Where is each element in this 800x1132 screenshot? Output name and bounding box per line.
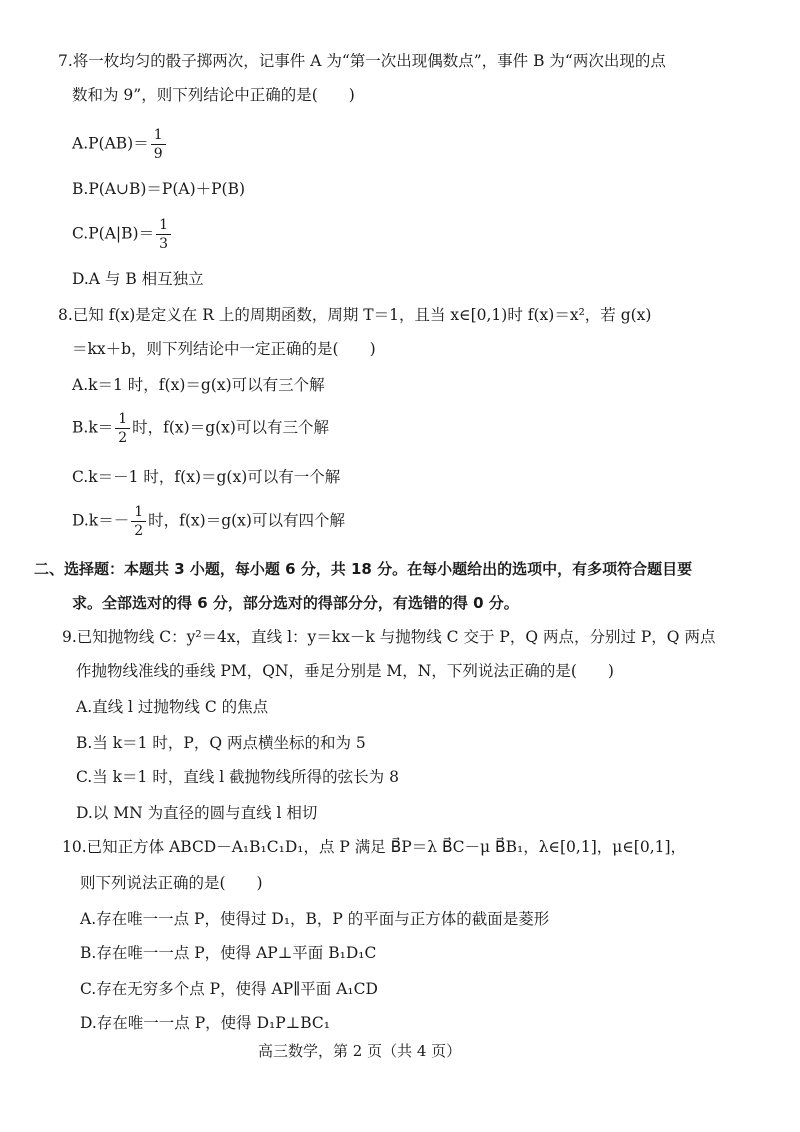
q9-stem-line2: 作抛物线准线的垂线 PM，QN，垂足分别是 M，N，下列说法正确的是( ) — [76, 662, 614, 680]
q8-option-a: A.k＝1 时，f(x)＝g(x)可以有三个解 — [72, 376, 325, 394]
q9-option-a: A.直线 l 过抛物线 C 的焦点 — [76, 698, 269, 716]
q8-option-b-fraction — [115, 412, 130, 445]
q10-stem-line2: 则下列说法正确的是( ) — [80, 874, 263, 892]
section2-instructions-line2: 求。全部选对的得 6 分，部分选对的得部分分，有选错的得 0 分。 — [72, 594, 519, 612]
q8-option-b-denominator: 2 — [118, 430, 128, 446]
q8-option-d-numerator: 1 — [131, 505, 146, 522]
q8-option-d — [72, 505, 345, 538]
q8-option-b-numerator: 1 — [115, 412, 130, 429]
q8-option-d-suffix: 时，f(x)＝g(x)可以有四个解 — [148, 511, 345, 530]
q7-option-a-fraction — [151, 128, 166, 161]
q7-option-c-denominator: 3 — [159, 236, 168, 252]
q7-stem-line1: 7.将一枚均匀的骰子掷两次，记事件 A 为“第一次出现偶数点”，事件 B 为“两次出现的点 — [58, 52, 666, 70]
q10-option-a: A.存在唯一一点 P，使得过 D₁，B，P 的平面与正方体的截面是菱形 — [80, 910, 550, 928]
q7-option-c — [72, 218, 173, 251]
q7-option-a-denominator: 9 — [153, 146, 163, 162]
q10-option-c: C.存在无穷多个点 P，使得 AP∥平面 A₁CD — [80, 980, 378, 998]
q7-option-c-fraction — [156, 218, 171, 251]
q8-option-c: C.k＝－1 时，f(x)＝g(x)可以有一个解 — [72, 468, 341, 486]
page-footer: 高三数学，第 2 页（共 4 页） — [258, 1042, 462, 1060]
q7-option-b: B.P(A∪B)＝P(A)＋P(B) — [72, 180, 246, 198]
q7-option-a-prefix: A.P(AB)＝ — [72, 134, 149, 153]
q10-stem-line1: 10.已知正方体 ABCD－A₁B₁C₁D₁，点 P 满足 B⃗P＝λ B⃗C－μ B⃗B₁，λ∈[0,1]，μ∈[0,1]， — [62, 838, 687, 856]
q9-option-d: D.以 MN 为直径的圆与直线 l 相切 — [76, 804, 318, 822]
q8-stem-line1: 8.已知 f(x)是定义在 R 上的周期函数，周期 T＝1，且当 x∈[0,1)时 f(x)＝x²，若 g(x) — [58, 306, 652, 324]
q7-option-c-prefix: C.P(A|B)＝ — [72, 224, 155, 243]
section2-instructions-line1: 二、选择题：本题共 3 小题，每小题 6 分，共 18 分。在每小题给出的选项中，有多项符合题目要 — [34, 560, 693, 578]
q7-option-c-numerator: 1 — [156, 218, 171, 235]
q7-option-a-numerator: 1 — [151, 128, 166, 145]
q8-option-b-suffix: 时，f(x)＝g(x)可以有三个解 — [132, 418, 329, 437]
q7-stem-line2: 数和为 9”，则下列结论中正确的是( ) — [72, 86, 355, 104]
q8-option-b-prefix: B.k＝ — [72, 418, 114, 437]
q8-option-d-fraction — [131, 505, 146, 538]
q8-stem-line2: ＝kx＋b，则下列结论中一定正确的是( ) — [72, 340, 376, 358]
q8-option-d-denominator: 2 — [134, 523, 144, 539]
q9-option-b: B.当 k＝1 时，P，Q 两点横坐标的和为 5 — [76, 734, 366, 752]
q10-option-b: B.存在唯一一点 P，使得 AP⊥平面 B₁D₁C — [80, 944, 377, 962]
q9-option-c: C.当 k＝1 时，直线 l 截抛物线所得的弦长为 8 — [76, 768, 399, 786]
q7-option-a — [72, 128, 168, 161]
q7-option-d: D.A 与 B 相互独立 — [72, 270, 204, 288]
q8-option-b — [72, 412, 329, 445]
q9-stem-line1: 9.已知抛物线 C：y²＝4x，直线 l：y＝kx－k 与抛物线 C 交于 P，Q 两点，分别过 P，Q 两点 — [62, 628, 716, 646]
q10-option-d: D.存在唯一一点 P，使得 D₁P⊥BC₁ — [80, 1014, 330, 1032]
q8-option-d-prefix: D.k＝－ — [72, 511, 130, 530]
